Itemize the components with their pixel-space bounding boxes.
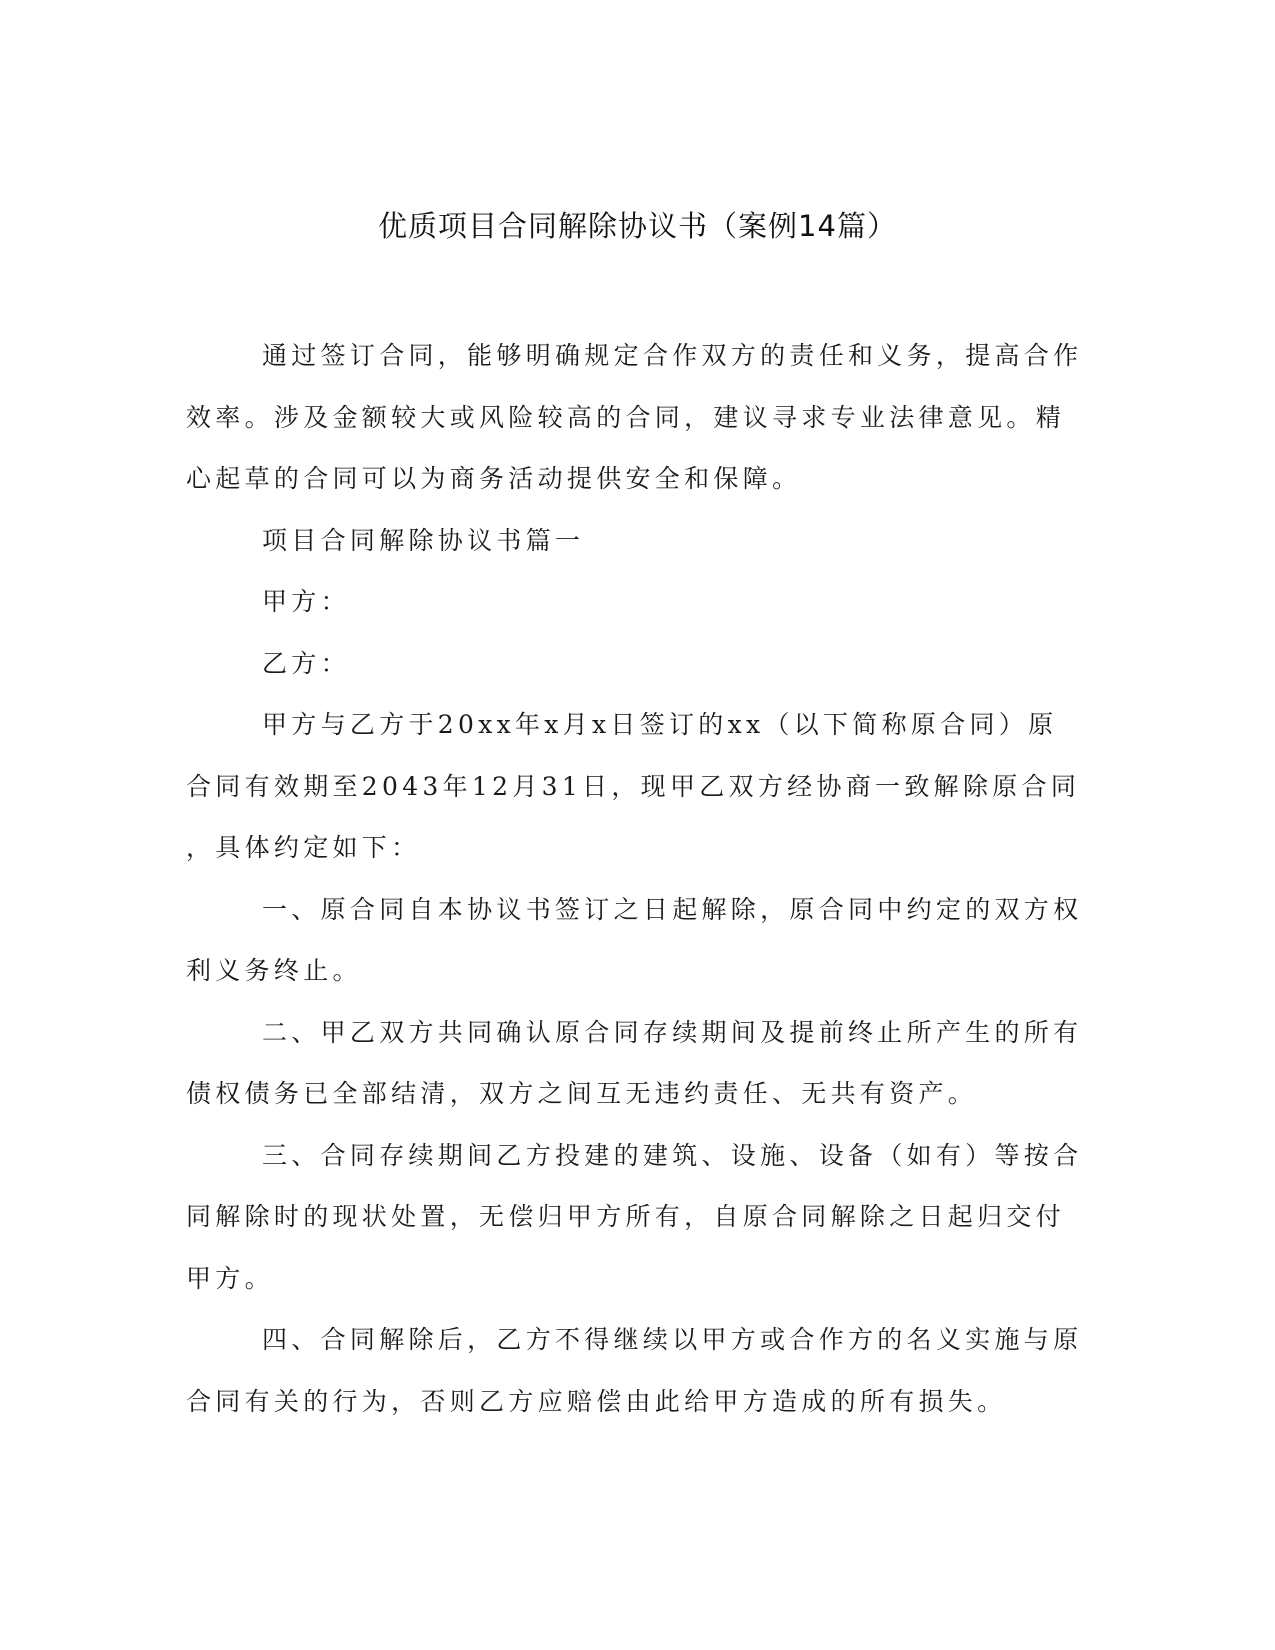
paragraph-line: 甲方。 bbox=[186, 1263, 274, 1293]
party-a-line bbox=[186, 571, 1071, 633]
paragraph-line: 同解除时的现状处置，无偿归甲方所有，自原合同解除之日起归交付 bbox=[186, 1202, 1066, 1231]
intro-paragraph bbox=[186, 325, 1083, 510]
paragraph-line: 债权债务已全部结清，双方之间互无违约责任、无共有资产。 bbox=[186, 1079, 978, 1108]
party-b-line bbox=[186, 633, 1071, 695]
paragraph-line: 四、合同解除后，乙方不得继续以甲方或合作方的名义实施与原 bbox=[262, 1325, 1083, 1354]
paragraph-line: 合同有效期至2043年12月31日，现甲乙双方经协商一致解除原合同 bbox=[186, 771, 1081, 801]
paragraph-line: 合同有关的行为，否则乙方应赔偿由此给甲方造成的所有损失。 bbox=[186, 1386, 1007, 1416]
paragraph-line: 一、原合同自本协议书签订之日起解除，原合同中约定的双方权 bbox=[262, 894, 1083, 924]
paragraph-line: 项目合同解除协议书篇一 bbox=[262, 525, 585, 555]
paragraph-line: 乙方： bbox=[262, 648, 350, 678]
paragraph-line: 心起草的合同可以为商务活动提供安全和保障。 bbox=[186, 464, 802, 493]
section-heading bbox=[186, 510, 1071, 572]
document-title: 优质项目合同解除协议书（案例14篇） bbox=[378, 209, 897, 243]
paragraph-line: 通过签订合同，能够明确规定合作双方的责任和义务，提高合作 bbox=[262, 341, 1083, 370]
paragraph-line: ，具体约定如下： bbox=[186, 833, 421, 862]
clause-4-paragraph bbox=[186, 1309, 1083, 1432]
paragraph-line: 效率。涉及金额较大或风险较高的合同，建议寻求专业法律意见。精 bbox=[186, 402, 1066, 432]
clause-1-paragraph bbox=[186, 879, 1083, 1002]
contract-preamble-paragraph bbox=[186, 694, 1081, 879]
paragraph-line: 三、合同存续期间乙方投建的建筑、设施、设备（如有）等按合 bbox=[262, 1140, 1083, 1170]
document-body bbox=[186, 325, 1083, 1432]
paragraph-line: 利义务终止。 bbox=[186, 956, 362, 985]
paragraph-line: 二、甲乙双方共同确认原合同存续期间及提前终止所产生的所有 bbox=[262, 1017, 1083, 1047]
clause-2-paragraph bbox=[186, 1002, 1083, 1125]
paragraph-line: 甲方与乙方于20xx年x月x日签订的xx（以下简称原合同）原 bbox=[262, 710, 1058, 739]
clause-3-paragraph bbox=[186, 1125, 1083, 1310]
paragraph-line: 甲方： bbox=[262, 587, 350, 616]
